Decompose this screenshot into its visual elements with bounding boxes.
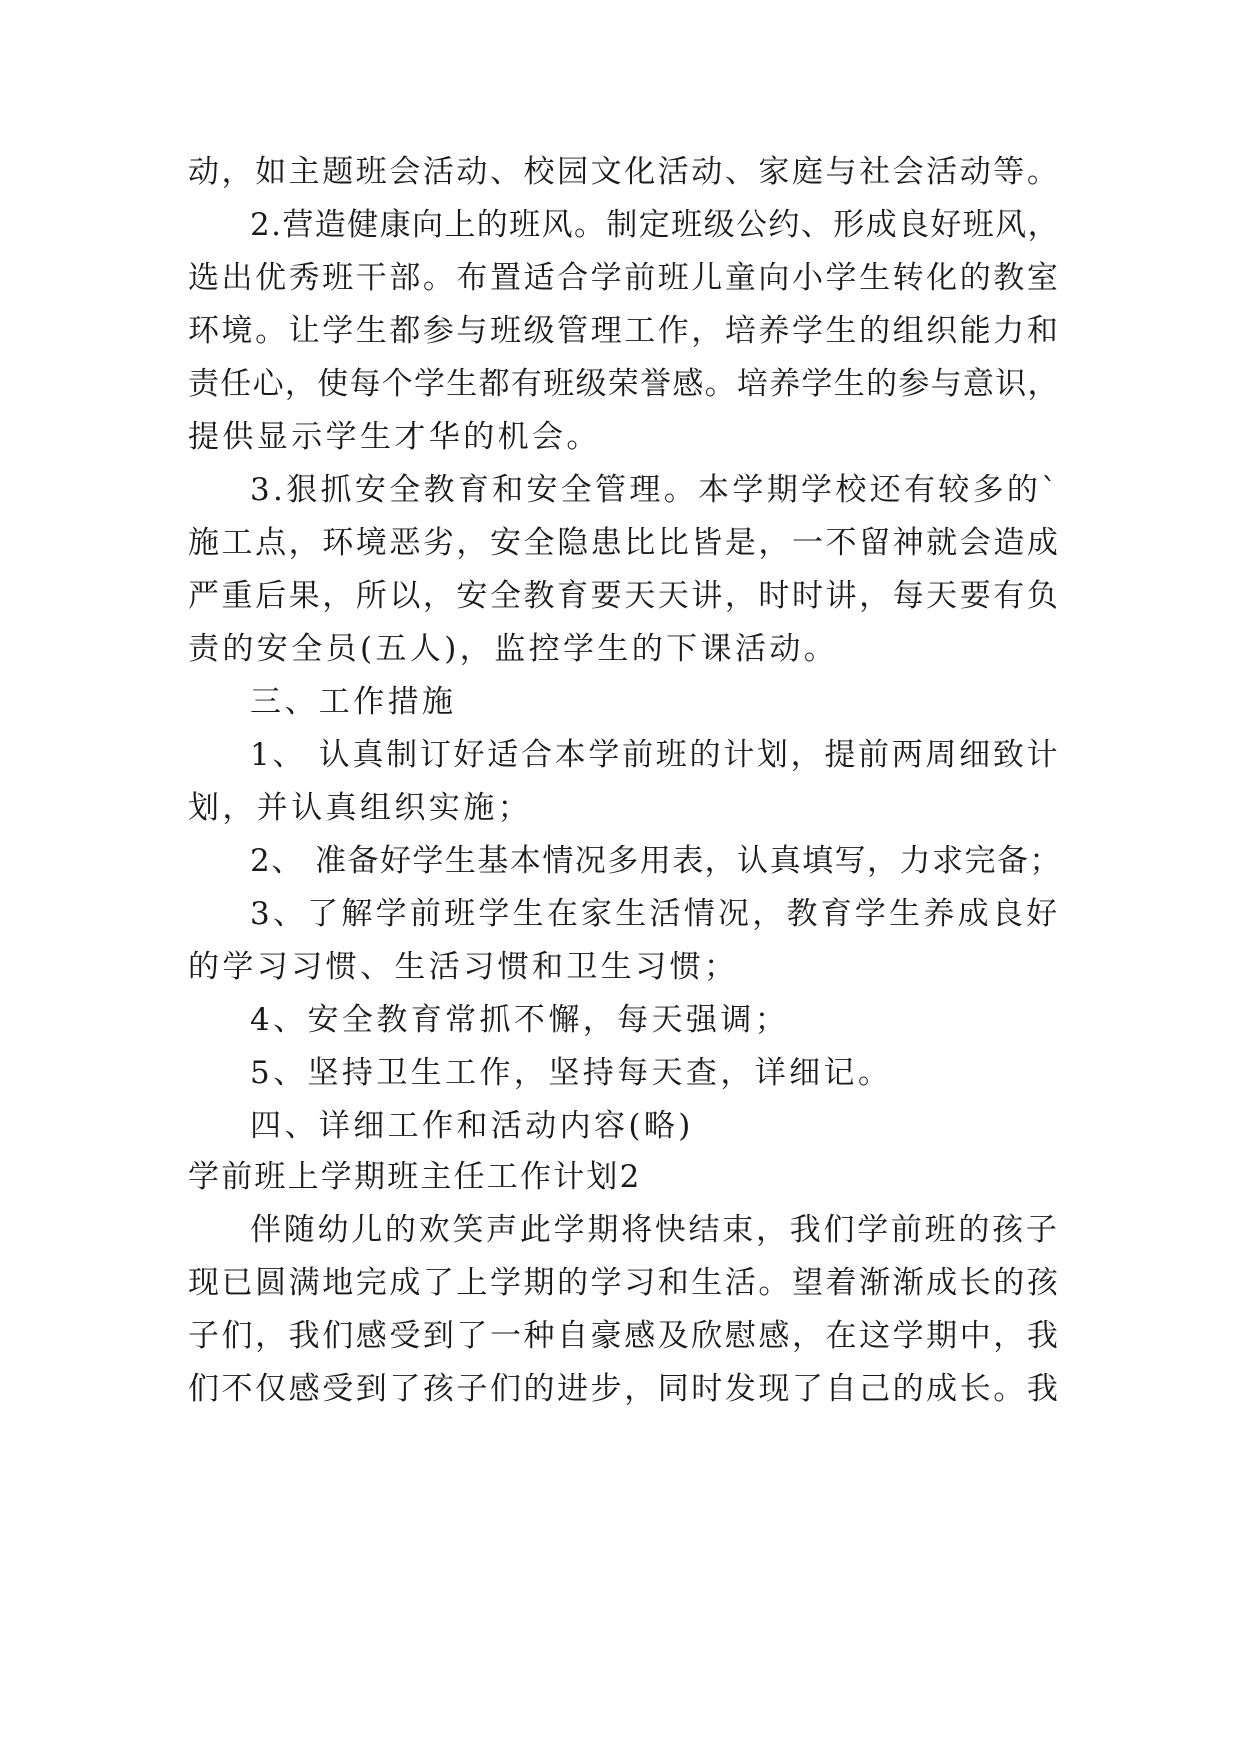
list-item: 2、 准备好学生基本情况多用表，认真填写，力求完备；	[250, 843, 1062, 879]
list-item-continuation: 的学习习惯、生活习惯和卫生习惯；	[188, 949, 739, 985]
paragraph-line: 现已圆满地完成了上学期的学习和生活。望着渐渐成长的孩	[188, 1265, 1061, 1301]
paragraph-line: 们不仅感受到了孩子们的进步，同时发现了自己的成长。我	[188, 1371, 1061, 1407]
list-item: 5、坚持卫生工作，坚持每天查，详细记。	[250, 1055, 893, 1091]
list-item: 1、 认真制订好适合本学前班的计划，提前两周细致计	[250, 737, 1061, 773]
paragraph-line: 伴随幼儿的欢笑声此学期将快结束，我们学前班的孩子	[250, 1212, 1060, 1248]
paragraph-line: 子们，我们感受到了一种自豪感及欣慰感，在这学期中，我	[188, 1318, 1061, 1354]
paragraph-line: 严重后果，所以，安全教育要天天讲，时时讲，每天要有负	[188, 578, 1061, 614]
list-item: 3、了解学前班学生在家生活情况，教育学生养成良好	[250, 896, 1061, 932]
paragraph-line: 选出优秀班干部。布置适合学前班儿童向小学生转化的教室	[188, 260, 1061, 296]
paragraph-line: 动，如主题班会活动、校园文化活动、家庭与社会活动等。	[188, 154, 1061, 190]
paragraph-line: 2.营造健康向上的班风。制定班级公约、形成良好班风，	[250, 207, 1060, 243]
paragraph-line: 环境。让学生都参与班级管理工作，培养学生的组织能力和	[188, 313, 1061, 349]
paragraph-line: 提供显示学生才华的机会。	[188, 419, 601, 455]
list-item-continuation: 划，并认真组织实施；	[188, 790, 532, 826]
list-item: 4、安全教育常抓不懈，每天强调；	[250, 1002, 790, 1038]
section-heading: 四、详细工作和活动内容(略)	[250, 1108, 694, 1144]
section-heading: 三、工作措施	[250, 684, 457, 720]
paragraph-line: 施工点，环境恶劣，安全隐患比比皆是，一不留神就会造成	[188, 525, 1061, 561]
paragraph-line: 责任心，使每个学生都有班级荣誉感。培养学生的参与意识，	[188, 366, 1060, 402]
paragraph-line: 责的安全员(五人)，监控学生的下课活动。	[188, 631, 839, 667]
paragraph-line: 3.狠抓安全教育和安全管理。本学期学校还有较多的`	[250, 472, 1061, 508]
document-title: 学前班上学期班主任工作计划2	[188, 1159, 642, 1195]
